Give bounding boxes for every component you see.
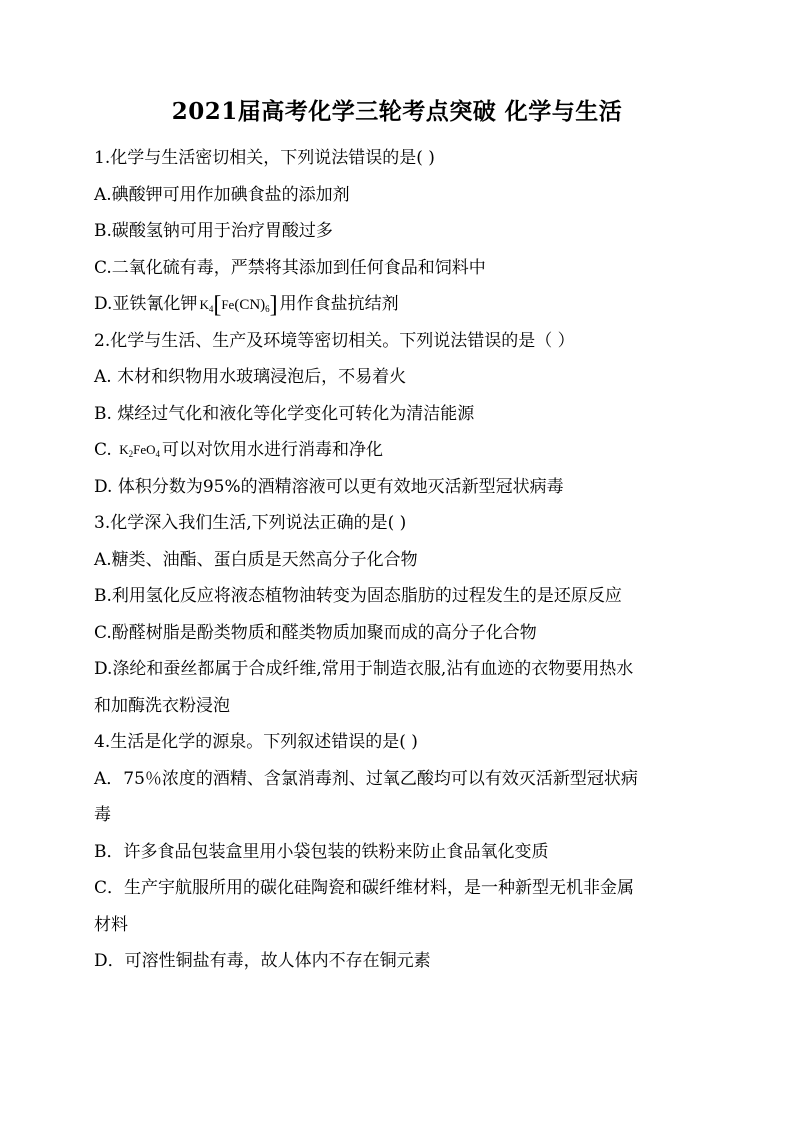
question-2-option-c <box>94 432 704 469</box>
text: D.亚铁氰化钾 <box>94 294 198 314</box>
text: A.糖类、油酯、蛋白质是天然高分子化合物 <box>94 549 418 570</box>
text: A. 木材和织物用水玻璃浸泡后，不易着火 <box>94 367 407 387</box>
text: C.二氧化硫有毒，严禁将其添加到任何食品和饲料中 <box>94 257 486 278</box>
question-3-option-a <box>94 542 704 579</box>
question-1-stem <box>94 140 704 177</box>
question-3-stem <box>94 505 704 542</box>
text: 毒 <box>94 805 111 825</box>
text: 4.生活是化学的源泉。下列叙述错误的是( ) <box>94 732 418 752</box>
formula-feo: FeO <box>133 441 156 457</box>
question-3-option-b <box>94 578 704 615</box>
formula-k-subscript: 4 <box>208 303 214 314</box>
question-2-option-a <box>94 359 704 396</box>
question-4-option-c-continued <box>94 907 704 944</box>
text: 2.化学与生活、生产及环境等密切相关。下列说法错误的是（ ） <box>94 330 575 351</box>
question-4-option-a <box>94 761 704 798</box>
question-1-option-a <box>94 177 704 214</box>
question-4-option-b <box>94 834 704 871</box>
text: 可以对饮用水进行消毒和净化 <box>162 440 383 460</box>
question-4-option-c <box>94 870 704 907</box>
question-3-option-d <box>94 651 704 688</box>
formula-potassium-ferrate <box>119 443 160 459</box>
text: 1.化学与生活密切相关，下列说法错误的是( ) <box>94 148 435 168</box>
formula-cn-subscript: 6 <box>265 303 270 314</box>
question-1-option-c <box>94 250 704 287</box>
text: B.利用氢化反应将液态植物油转变为固态脂肪的过程发生的是还原反应 <box>94 586 622 606</box>
formula-k-subscript: 2 <box>128 448 134 459</box>
question-2-stem <box>94 323 704 360</box>
formula-o-subscript: 4 <box>155 448 160 459</box>
text: 材料 <box>94 914 128 935</box>
question-2-option-d <box>94 469 704 506</box>
question-4-option-a-continued <box>94 797 704 834</box>
text: B. 煤经过气化和液化等化学变化可转化为清洁能源 <box>94 403 475 424</box>
text: A．75％浓度的酒精、含氯消毒剂、过氧乙酸均可以有效灭活新型冠状病 <box>94 768 638 789</box>
text: B.碳酸氢钠可用于治疗胃酸过多 <box>94 221 333 241</box>
question-3-option-d-continued <box>94 688 704 725</box>
question-2-option-b <box>94 396 704 433</box>
question-content <box>94 140 704 980</box>
formula-fe: Fe <box>221 296 235 312</box>
text: 用作食盐抗结剂 <box>279 294 399 314</box>
formula-left-bracket: [ <box>213 291 222 318</box>
question-1-option-d <box>94 286 704 323</box>
text: C．生产宇航服所用的碳化硅陶瓷和碳纤维材料，是一种新型无机非金属 <box>94 878 635 898</box>
question-4-stem <box>94 724 704 761</box>
text: 3.化学深入我们生活,下列说法正确的是( ) <box>94 513 407 533</box>
text: D．可溶性铜盐有毒，故人体内不存在铜元素 <box>94 951 431 971</box>
text: 和加酶洗衣粉浸泡 <box>94 695 230 716</box>
question-3-option-c <box>94 615 704 652</box>
text: A.碘酸钾可用作加碘食盐的添加剂 <box>94 184 350 205</box>
formula-k: K <box>119 441 129 457</box>
text: D.涤纶和蚕丝都属于合成纤维,常用于制造衣服,沾有血迹的衣物要用热水 <box>94 659 634 679</box>
formula-right-bracket: ] <box>269 291 278 318</box>
formula-cn: (CN) <box>234 296 266 313</box>
text: D. 体积分数为95%的酒精溶液可以更有效地灭活新型冠状病毒 <box>94 476 564 497</box>
formula-potassium-ferrocyanide <box>199 293 277 317</box>
question-1-option-b <box>94 213 704 250</box>
page-title: 2021届高考化学三轮考点突破 化学与生活 <box>171 98 623 125</box>
question-4-option-d <box>94 943 704 980</box>
formula-k: K <box>199 296 209 312</box>
text: B．许多食品包装盒里用小袋包装的铁粉来防止食品氧化变质 <box>94 841 549 862</box>
text: C.酚醛树脂是酚类物质和醛类物质加聚而成的高分子化合物 <box>94 622 537 643</box>
text: C. <box>94 440 118 460</box>
